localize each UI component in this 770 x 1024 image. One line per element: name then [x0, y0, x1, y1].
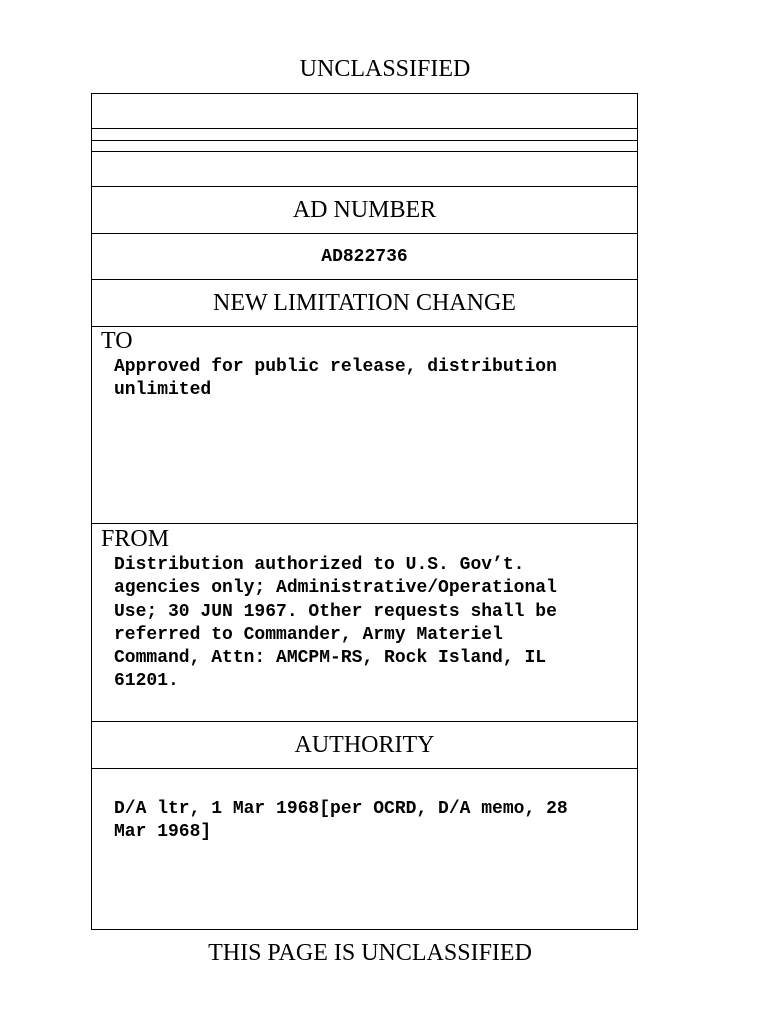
divider-line — [92, 721, 637, 722]
divider-line — [92, 233, 637, 234]
divider-line — [92, 279, 637, 280]
ad-number-title: AD NUMBER — [292, 197, 437, 223]
divider-line — [92, 523, 637, 524]
limitation-title: NEW LIMITATION CHANGE — [213, 290, 516, 316]
authority-text: D/A ltr, 1 Mar 1968[per OCRD, D/A memo, 28 Mar 1968] — [114, 799, 568, 843]
divider-line — [92, 186, 637, 187]
divider-line — [92, 128, 637, 129]
classification-header: UNCLASSIFIED — [299, 56, 471, 82]
divider-line — [92, 140, 637, 141]
to-text: Approved for public release, distribution unlimited — [114, 357, 557, 401]
divider-line — [92, 768, 637, 769]
divider-line — [92, 151, 637, 152]
to-label: TO — [101, 328, 133, 354]
from-label: FROM — [101, 526, 170, 552]
classification-footer: THIS PAGE IS UNCLASSIFIED — [208, 940, 532, 966]
document-form — [91, 93, 638, 930]
ad-number-value: AD822736 — [321, 247, 408, 267]
divider-line — [92, 326, 637, 327]
authority-title: AUTHORITY — [294, 732, 435, 758]
from-text: Distribution authorized to U.S. Gov’t. agencies only; Administrative/Operational Use; 30 JUN 1967. Other requests shall be referred to Commander, Army Materiel Command, Attn: AMCPM-RS, Rock Island, IL 61201. — [114, 555, 557, 692]
